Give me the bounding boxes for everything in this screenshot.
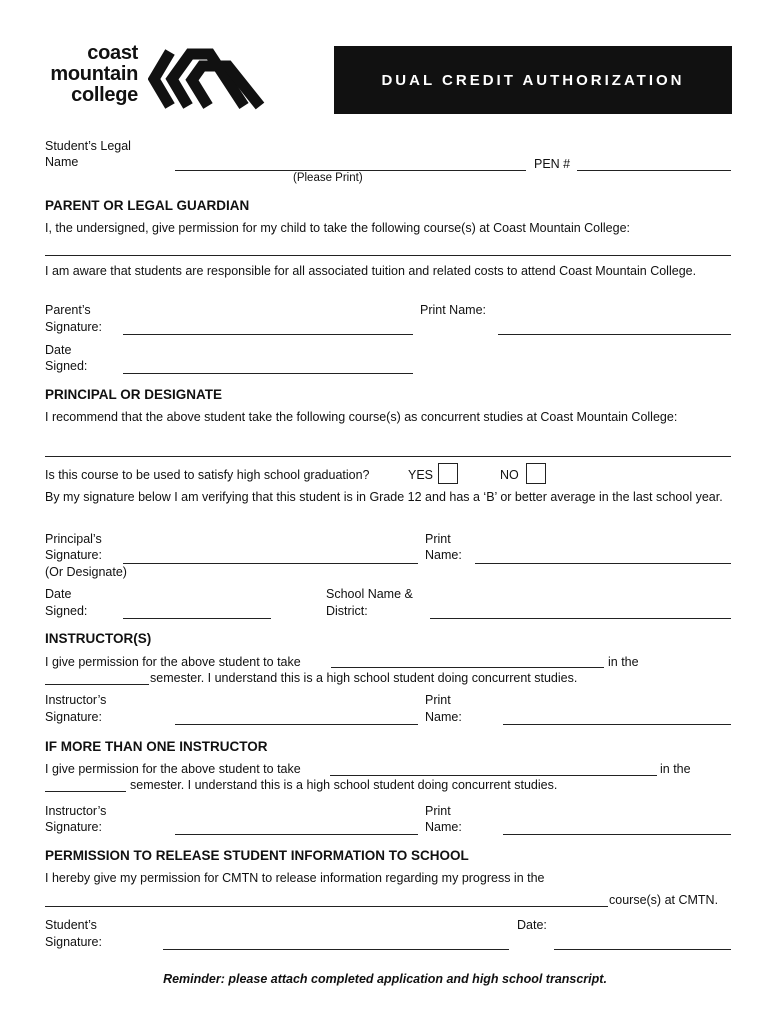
principal-date-field[interactable] <box>123 618 271 619</box>
principal-print-label-2: Name: <box>425 548 462 562</box>
instructor2-text-b: in the <box>660 762 691 776</box>
principal-date-label-2: Signed: <box>45 604 88 618</box>
please-print-note: (Please Print) <box>293 172 363 184</box>
release-sig-label-1: Student’s <box>45 918 97 932</box>
parent-sig-label-2: Signature: <box>45 320 102 334</box>
release-courses-field[interactable] <box>45 906 608 907</box>
graduation-no-label: NO <box>500 468 519 482</box>
principal-verify-text: By my signature below I am verifying that this student is in Grade 12 and has a ‘B’ or better average in the last school year. <box>45 490 723 504</box>
form-title: DUAL CREDIT AUTHORIZATION <box>381 71 685 89</box>
parent-print-name-field[interactable] <box>498 334 731 335</box>
instructor-print-label-2: Name: <box>425 710 462 724</box>
release-text-a: I hereby give my permission for CMTN to release information regarding my progress in the <box>45 871 545 885</box>
principal-courses-field[interactable] <box>45 456 731 457</box>
parent-signature-field[interactable] <box>123 334 413 335</box>
instructor-sig-label-2: Signature: <box>45 710 102 724</box>
instructor2-heading: IF MORE THAN ONE INSTRUCTOR <box>45 739 268 754</box>
student-name-field[interactable] <box>175 170 526 171</box>
logo-line-3: college <box>71 84 138 106</box>
instructor-semester-field[interactable] <box>45 684 149 685</box>
instructor-sig-label-1: Instructor’s <box>45 693 107 707</box>
instructor2-sig-label-2: Signature: <box>45 820 102 834</box>
instructor2-text-c: semester. I understand this is a high school student doing concurrent studies. <box>130 778 558 792</box>
form-title-banner <box>334 46 732 114</box>
student-signature-field[interactable] <box>163 949 509 950</box>
graduation-yes-label: YES <box>408 468 434 482</box>
instructor2-course-field[interactable] <box>330 775 657 776</box>
parent-date-label-1: Date <box>45 343 72 357</box>
instructor-print-name-field[interactable] <box>503 724 731 725</box>
principal-print-label-1: Print <box>425 532 451 546</box>
logo-line-1: coast <box>87 42 138 64</box>
principal-date-label-1: Date <box>45 587 72 601</box>
instructor2-print-name-field[interactable] <box>503 834 731 835</box>
release-text-b: course(s) at CMTN. <box>609 893 719 907</box>
principal-sig-label-2: Signature: <box>45 548 102 562</box>
graduation-no-checkbox[interactable] <box>526 463 546 484</box>
principal-sig-label-1: Principal’s <box>45 532 102 546</box>
graduation-question: Is this course to be used to satisfy high school graduation? <box>45 468 370 482</box>
parent-date-label-2: Signed: <box>45 359 88 373</box>
principal-signature-field[interactable] <box>123 563 418 564</box>
instructor-text-a: I give permission for the above student to take <box>45 655 301 669</box>
release-heading: PERMISSION TO RELEASE STUDENT INFORMATION TO SCHOOL <box>45 848 469 863</box>
instructor2-sig-label-1: Instructor’s <box>45 804 107 818</box>
release-date-field[interactable] <box>554 949 731 950</box>
instructor-signature-field[interactable] <box>175 724 418 725</box>
instructor-course-field[interactable] <box>331 667 604 668</box>
instructor2-semester-field[interactable] <box>45 791 126 792</box>
school-name-label-2: District: <box>326 604 368 618</box>
release-sig-label-2: Signature: <box>45 935 102 949</box>
college-logo-text <box>44 43 138 106</box>
principal-sig-label-3: (Or Designate) <box>45 565 127 579</box>
parent-permission-text: I, the undersigned, give permission for my child to take the following course(s) at Coast Mountain College: <box>45 221 631 235</box>
graduation-yes-checkbox[interactable] <box>438 463 458 484</box>
parent-courses-field[interactable] <box>45 255 731 256</box>
student-name-label-2: Name <box>45 155 79 169</box>
instructor-text-c: semester. I understand this is a high school student doing concurrent studies. <box>150 671 578 685</box>
instructor2-signature-field[interactable] <box>175 834 418 835</box>
parent-heading: PARENT OR LEGAL GUARDIAN <box>45 198 250 213</box>
pen-label: PEN # <box>534 157 571 171</box>
instructor2-print-label-2: Name: <box>425 820 462 834</box>
student-name-label-1: Student’s Legal <box>45 139 131 153</box>
instructor-heading: INSTRUCTOR(S) <box>45 631 152 646</box>
reminder-note: Reminder: please attach completed application and high school transcript. <box>163 972 607 986</box>
school-name-label-1: School Name & <box>326 587 413 601</box>
parent-date-field[interactable] <box>123 373 413 374</box>
parent-print-name-label: Print Name: <box>420 303 486 317</box>
release-date-label: Date: <box>517 918 547 932</box>
school-district-field[interactable] <box>430 618 731 619</box>
instructor2-text-a: I give permission for the above student to take <box>45 762 301 776</box>
principal-print-name-field[interactable] <box>475 563 731 564</box>
college-logo-mark <box>148 46 288 112</box>
instructor-text-b: in the <box>608 655 639 669</box>
principal-heading: PRINCIPAL OR DESIGNATE <box>45 387 223 402</box>
principal-recommend-text: I recommend that the above student take the following course(s) as concurrent studies at Coast Mountain College: <box>45 410 678 424</box>
parent-aware-text: I am aware that students are responsible for all associated tuition and related costs to attend Coast Mountain College. <box>45 264 697 278</box>
parent-sig-label-1: Parent’s <box>45 303 91 317</box>
instructor-print-label-1: Print <box>425 693 451 707</box>
instructor2-print-label-1: Print <box>425 804 451 818</box>
logo-line-2: mountain <box>50 63 138 85</box>
pen-field[interactable] <box>577 170 731 171</box>
